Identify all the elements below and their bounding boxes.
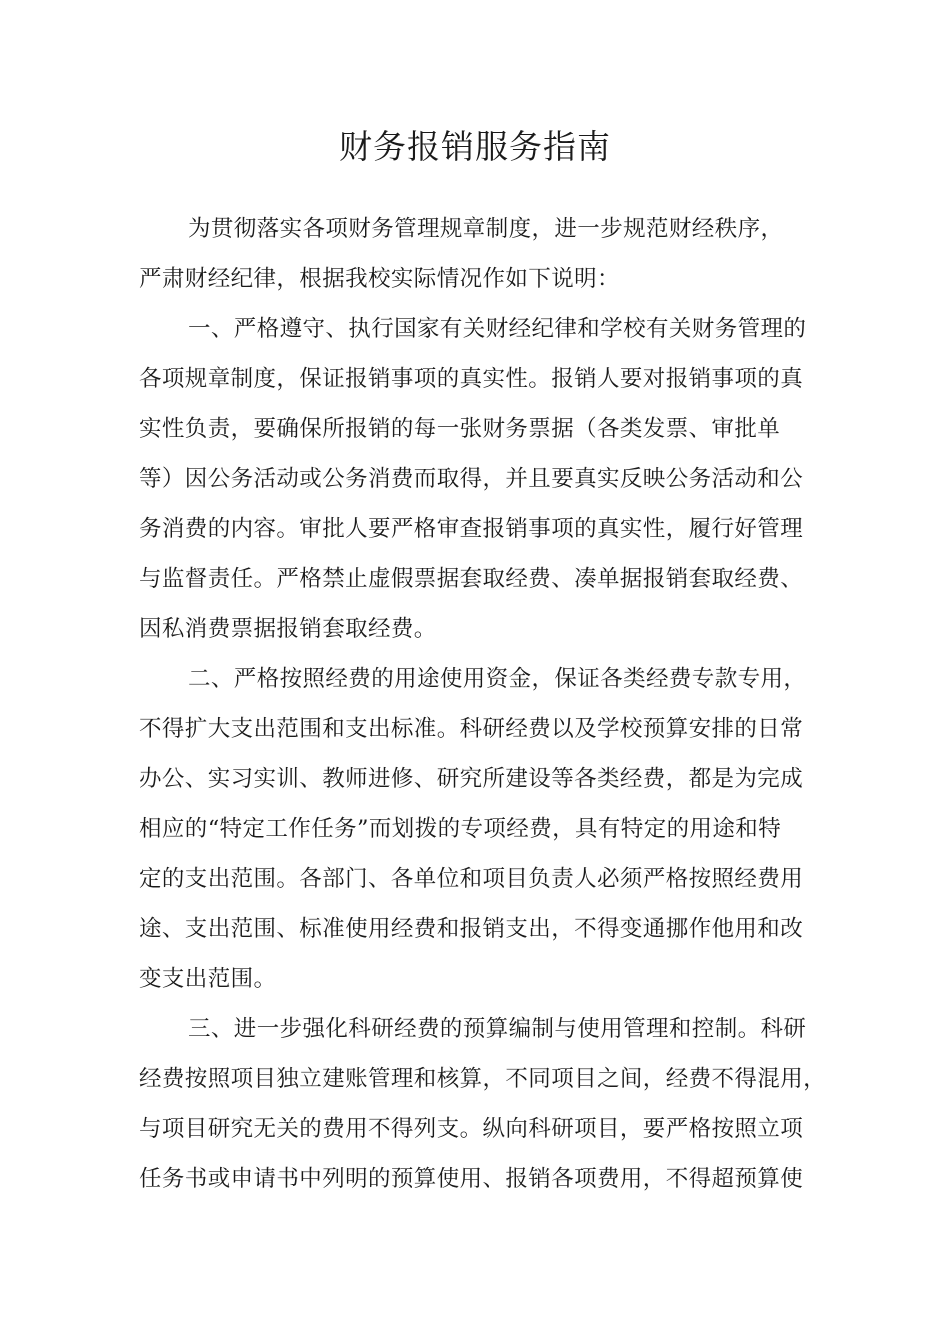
paragraph-line: 经费按照项目独立建账管理和核算，不同项目之间，经费不得混用， xyxy=(139,1066,827,1092)
paragraph-line: 严肃财经纪律，根据我校实际情况作如下说明： xyxy=(139,266,620,292)
paragraph-line: 变支出范围。 xyxy=(139,966,277,992)
paragraph-line: 为贯彻落实各项财务管理规章制度，进一步规范财经秩序， xyxy=(188,216,784,242)
document-title: 财务报销服务指南 xyxy=(339,127,611,166)
paragraph-line: 定的支出范围。各部门、各单位和项目负责人必须严格按照经费用 xyxy=(139,866,804,892)
paragraph-line: 办公、实习实训、教师进修、研究所建设等各类经费，都是为完成 xyxy=(139,766,804,792)
paragraph-line: 途、支出范围、标准使用经费和报销支出，不得变通挪作他用和改 xyxy=(139,916,804,942)
paragraph-line: 各项规章制度，保证报销事项的真实性。报销人要对报销事项的真 xyxy=(139,366,804,392)
paragraph-line: 二、严格按照经费的用途使用资金，保证各类经费专款专用， xyxy=(188,666,807,692)
paragraph-line: 不得扩大支出范围和支出标准。科研经费以及学校预算安排的日常 xyxy=(139,716,804,742)
paragraph-line: 任务书或申请书中列明的预算使用、报销各项费用，不得超预算使 xyxy=(139,1166,804,1192)
paragraph-line: 三、进一步强化科研经费的预算编制与使用管理和控制。科研 xyxy=(188,1016,807,1042)
paragraph-line: 与监督责任。严格禁止虚假票据套取经费、凑单据报销套取经费、 xyxy=(139,566,804,592)
paragraph-line: 务消费的内容。审批人要严格审查报销事项的真实性，履行好管理 xyxy=(139,516,804,542)
paragraph-line: 实性负责，要确保所报销的每一张财务票据（各类发票、审批单 xyxy=(139,416,781,442)
paragraph-line: 因私消费票据报销套取经费。 xyxy=(139,616,437,642)
paragraph-line: 等）因公务活动或公务消费而取得，并且要真实反映公务活动和公 xyxy=(139,466,804,492)
paragraph-line: 一、严格遵守、执行国家有关财经纪律和学校有关财务管理的 xyxy=(188,316,807,342)
paragraph-line: 相应的“特定工作任务”而划拨的专项经费，具有特定的用途和特 xyxy=(139,816,782,842)
paragraph-line: 与项目研究无关的费用不得列支。纵向科研项目，要严格按照立项 xyxy=(139,1116,804,1142)
